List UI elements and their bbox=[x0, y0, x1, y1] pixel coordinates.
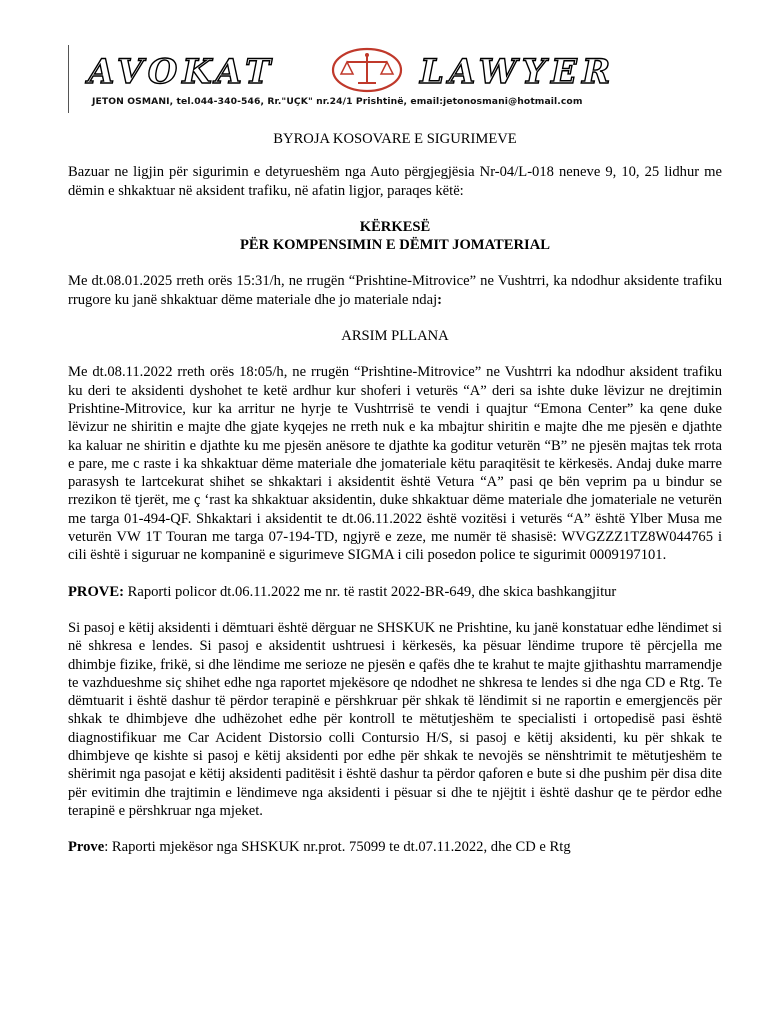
recipient: BYROJA KOSOVARE E SIGURIMEVE bbox=[273, 131, 517, 147]
police-evidence-label: PROVE: bbox=[68, 583, 124, 600]
logo-text-lawyer: LAWYER bbox=[420, 52, 616, 92]
incident-paragraph bbox=[68, 272, 722, 309]
medical-evidence bbox=[68, 838, 722, 856]
letterhead-logo bbox=[68, 45, 674, 95]
document-title: KËRKESË bbox=[359, 218, 431, 235]
accident-description: Me dt.08.11.2022 rreth orës 18:05/h, ne rrugën “Prishtine-Mitrovice” ne Vushtrri ka ndodhur aksident trafiku ku deri te aksidenti dyshohet te ketë ardhur kur shoferi i veturës “A” deri sa ishte duke lëvizur ne drejtimin Prishtine-Mitrovice, kur ka arritur ne hyrje te Vushtrrisë te vendi i quajtur “Emona Center” ka qene duke lëvizur ne shiritin e majte dhe gjate kyqejes ne rreth nuk e ka mbajtur shiritin e majte dhe me pjesën e djathte ka kaluar ne shiritin e djathte ku me pjesën anësore te djathte ka goditur veturën “B” ne pjesën majtas tek rrota e pare, me c raste i ka shkaktuar dëme materiale dhe jomateriale këtu paraqitësit te kërkesës. Andaj duke marre parasysh te lartcekurat shihet se shkaktari i aksidentit është Vetura “A” pasi qe bën veprim pa u bindur se rrezikon të tjerët, me ç ‘rast ka shkaktuar aksidentin, duke shkaktuar dëme materiale dhe jomateriale ne veturën me targa 01-494-QF. Shkaktari i aksidentit te dt.06.11.2022 është vozitësi i veturës “A” është Ylber Musa me veturën VW 1T Touran me targa 07-194-TD, ngjyrë e zeze, me numër të shasisë: WVGZZZ1TZ8W044765 i cili është i siguruar ne kompaninë e sigurimeve SIGMA i cili posedon police te sigurimit 0009197101. bbox=[68, 364, 722, 564]
injury-description: Si pasoj e këtij aksidenti i dëmtuari është dërguar ne SHSKUK ne Prishtine, ku janë konstatuar edhe lëndimet si në shkresa e lendes. Si pasoj e aksidentit ushtruesi i kërkesës, ka pësuar lëndime trupore të përcjella me dhimbje fizike, frikë, si dhe lëndime me serioze ne pjesën e qafës dhe te krahut te majte gjithashtu marramendje te vazhdueshme siç shihet edhe nga raportet mjekësore qe ndodhet ne shkresa te lendes si dhe nga CD e Rtg. Te dëmtuarit i është dashur të përdor terapinë e përshkruar për shkak të lëndimit si ne raportin e emergjencës për shkak te dhimbjeve dhe udhëzohet edhe për kontroll te mëtutjeshëm te specialisti i ortopedisë pasi është diagnostifikuar me Car Acident Distorsio colli Contursio H/S, si pasoj e këtij aksidenti, ku për shkak te dhimbjeve qe kishte si pasoj e këtij aksidenti por edhe për shkak te nevojës se nënshtrimit te mëtutjeshëm te shërimit nga pasojat e këtij aksidenti paditësit i është dashur ta përdor qaforen e bute si dhe pushim për disa dite për evitimin dhe trajtimin e lëndimeve nga aksidenti i pësuar si dhe te njëjtit i është dashur qe te përdor edhe terapinë e përshkruar nga mjeket. bbox=[68, 619, 722, 819]
claimant-name: ARSIM PLLANA bbox=[341, 328, 449, 345]
police-evidence bbox=[68, 583, 722, 601]
document-body bbox=[68, 130, 722, 857]
medical-evidence-text: : Raporti mjekësor nga SHSKUK nr.prot. 75099 te dt.07.11.2022, dhe CD e Rtg bbox=[104, 839, 571, 856]
scales-of-justice-icon bbox=[333, 49, 401, 91]
medical-evidence-label: Prove bbox=[68, 839, 105, 856]
police-evidence-text: Raporti policor dt.06.11.2022 me nr. të rastit 2022-BR-649, dhe skica bashkangjitur bbox=[123, 583, 617, 600]
document-subtitle: PËR KOMPENSIMIN E DËMIT JOMATERIAL bbox=[239, 237, 550, 254]
intro-paragraph: Bazuar ne ligjin për sigurimin e detyrueshëm nga Auto përgjegjësia Nr-04/L-018 neneve 9, 10, 25 lidhur me dëmin e shkaktuar në aksident trafiku, në afatin ligjor, paraqes këtë: bbox=[68, 164, 722, 199]
letterhead-contact: JETON OSMANI, tel.044-340-546, Rr."UÇK" nr.24/1 Prishtinë, email:jetonosmani@hotmail.com bbox=[92, 96, 583, 107]
incident-text: Me dt.08.01.2025 rreth orës 15:31/h, ne rrugën “Prishtine-Mitrovice” ne Vushtrri, ka ndodhur aksidente trafiku rrugore ku janë shkaktuar dëme materiale dhe jo materiale ndaj bbox=[68, 273, 722, 308]
logo-text-avokat: AVOKAT bbox=[88, 52, 276, 92]
incident-colon: : bbox=[437, 291, 443, 308]
